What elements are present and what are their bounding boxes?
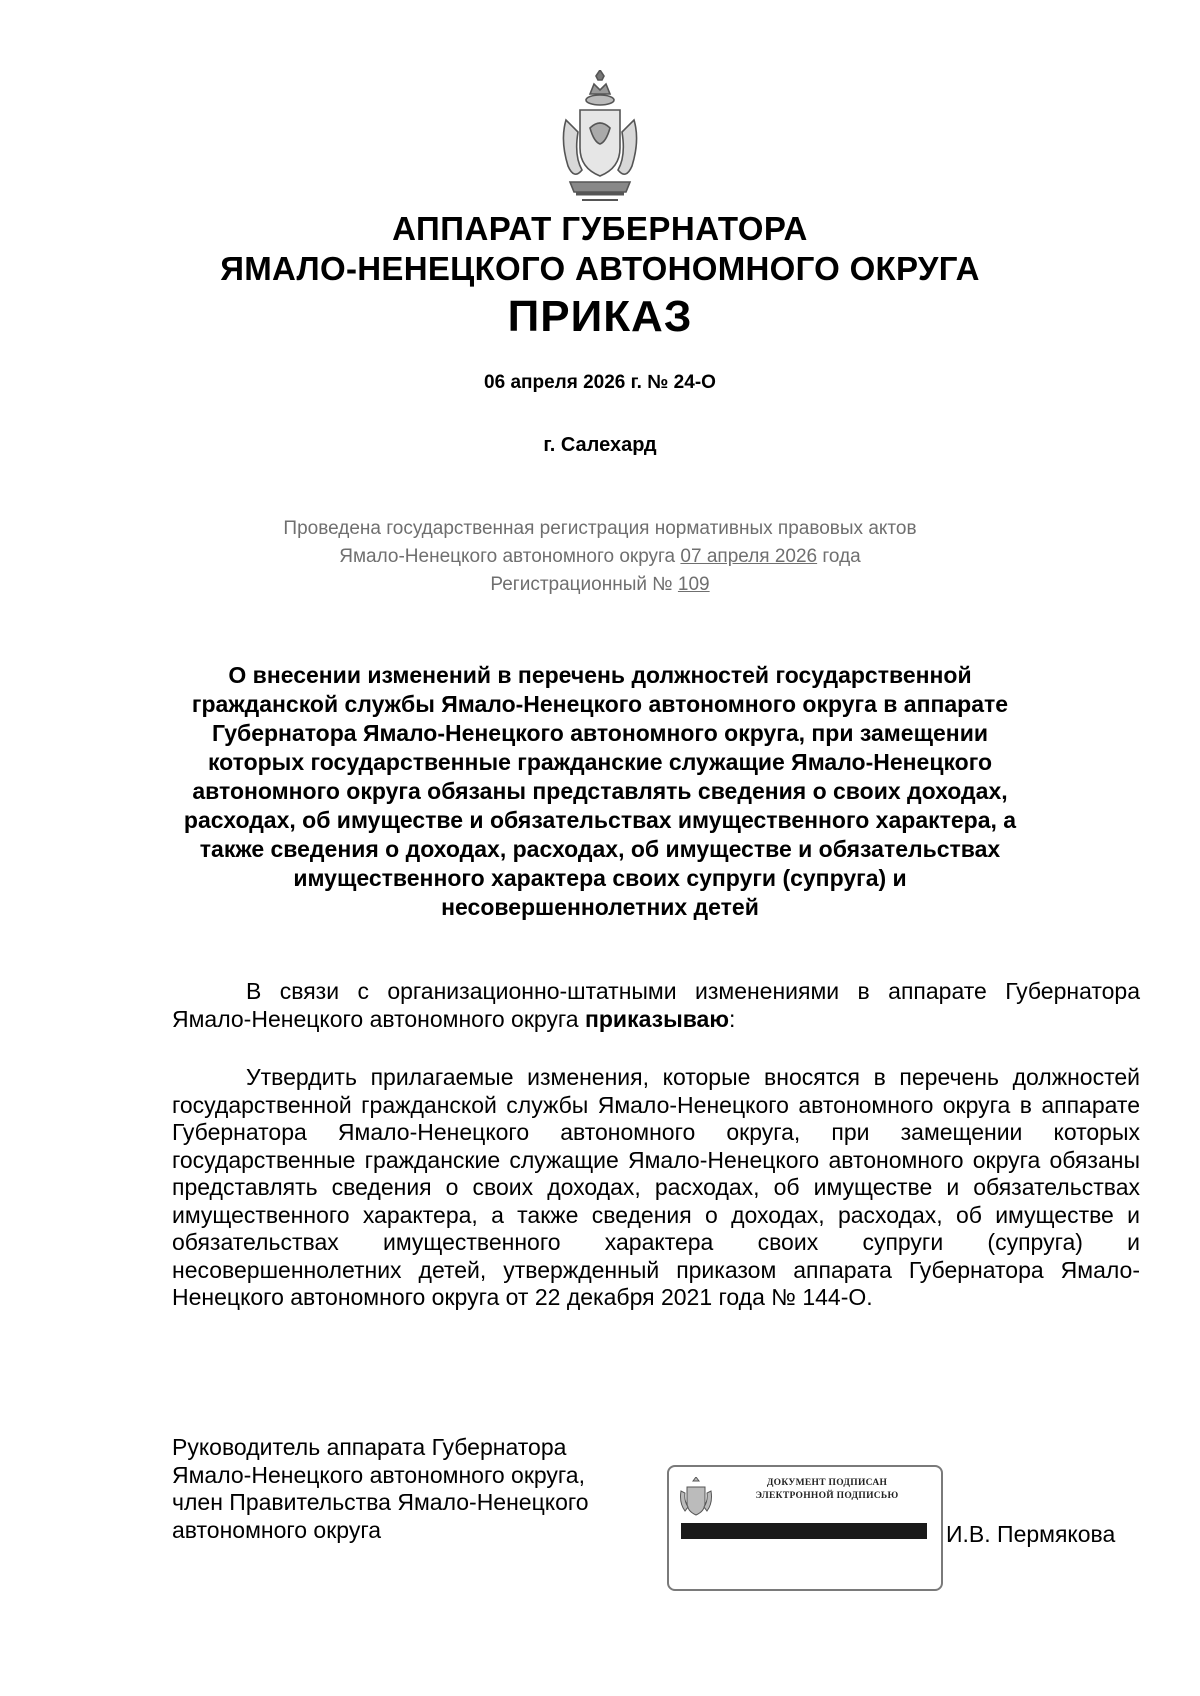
registration-number: 109 — [677, 574, 710, 595]
preamble-end: : — [729, 1005, 736, 1032]
order-paragraph: Утвердить прилагаемые изменения, которые вносятся в перечень должностей государственной гражданской службы Ямало-Ненецкого автономного округа в аппарате Губернатора Ямало-Ненецкого автономного округа, при замещении которых государственные гражданские служащие Ямало-Ненецкого автономного округа обязаны представлять сведения о своих доходах, расходах, об имуществе и обязательствах имущественного характера, а также сведения о доходах, расходах, об имуществе и обязательствах имущественного характера своих супруги (супруга) и несовершеннолетних детей, утвержденный приказом аппарата Губернатора Ямало-Ненецкого автономного округа от 22 декабря 2021 года № 144-О. — [172, 1064, 1140, 1310]
signatory-position-line2: Ямало-Ненецкого автономного округа, — [172, 1461, 585, 1488]
signatory-name: И.В. Пермякова — [946, 1521, 1116, 1547]
signatory-position-line1: Руководитель аппарата Губернатора — [172, 1434, 567, 1460]
stamp-certificate-bar — [681, 1523, 927, 1539]
organization-name-line2: ЯМАЛО-НЕНЕЦКОГО АВТОНОМНОГО ОКРУГА — [220, 250, 980, 287]
registration-date: 07 апреля 2026 — [680, 546, 818, 567]
registration-region: Ямало-Ненецкого автономного округа — [339, 546, 676, 567]
signatory-position-line3: член Правительства Ямало-Ненецкого — [172, 1489, 589, 1515]
registration-number-label: Регистрационный № — [490, 574, 673, 595]
document-date-number: 06 апреля 2026 г. № 24-О — [484, 372, 716, 393]
organization-name-line1: АППАРАТ ГУБЕРНАТОРА — [392, 210, 808, 247]
document-type: ПРИКАЗ — [507, 292, 693, 341]
order-keyword: приказываю — [584, 1005, 729, 1032]
preamble-text: В связи с организационно-штатными изменениями в аппарате Губернатора Ямало-Ненецкого автономного округа — [172, 978, 1140, 1032]
registration-line2 — [0, 546, 1200, 568]
stamp-heading — [719, 1477, 935, 1503]
stamp-heading-line1: ДОКУМЕНТ ПОДПИСАН — [766, 1478, 888, 1488]
stamp-heading-line2: ЭЛЕКТРОННОЙ ПОДПИСЬЮ — [755, 1491, 899, 1501]
document-title: О внесении изменений в перечень должностей государственной гражданской службы Ямало-Ненецкого автономного округа в аппарате Губернатора Ямало-Ненецкого автономного округа, при замещении которых государственные гражданские служащие Ямало-Ненецкого автономного округа обязаны представлять сведения о своих доходах, расходах, об имуществе и обязательствах имущественного характера, а также сведения о доходах, расходах, об имуществе и обязательствах имущественного характера своих супруги (супруга) и несовершеннолетних детей — [183, 662, 1017, 920]
preamble-paragraph — [172, 978, 1140, 1033]
registration-line1: Проведена государственная регистрация нормативных правовых актов — [283, 518, 917, 539]
registration-year-word: года — [822, 546, 861, 567]
signatory-position-line4: автономного округа — [172, 1516, 381, 1543]
stamp-emblem-icon — [679, 1477, 713, 1517]
signatory-position — [172, 1434, 652, 1544]
registration-line3 — [0, 574, 1200, 596]
electronic-signature-stamp — [667, 1465, 943, 1591]
document-city: г. Салехард — [543, 434, 657, 456]
coat-of-arms-icon — [552, 70, 648, 210]
